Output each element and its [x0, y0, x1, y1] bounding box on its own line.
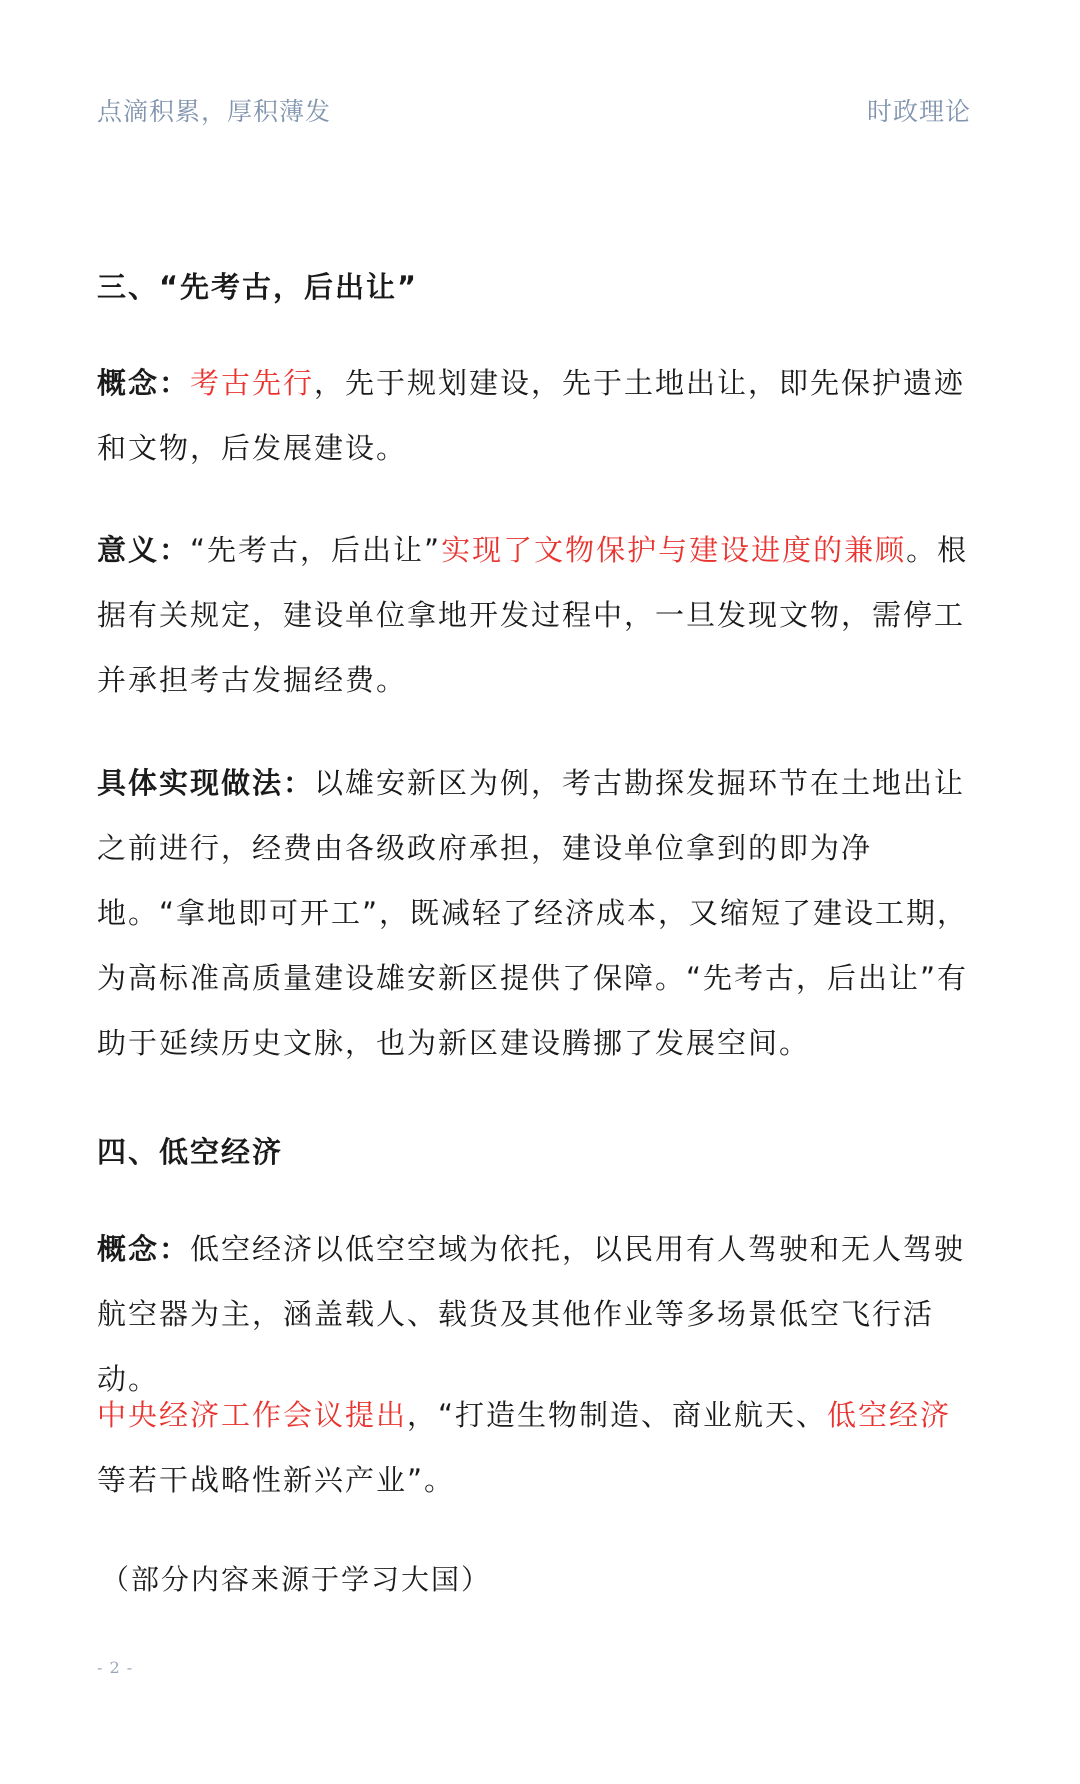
meaning-highlight: 实现了文物保护与建设进度的兼顾	[441, 533, 907, 567]
section-3-title: 三、“先考古，后出让”	[97, 270, 419, 304]
section-3-meaning	[97, 518, 975, 713]
concept-text: ，先于规划建设，先于土地出让，即先保护遗迹和文物，后发展建设。	[97, 366, 966, 465]
meaning-label: 意义：	[97, 533, 191, 567]
concept-text-2: 低空经济以低空空域为依托，以民用有人驾驶和无人驾驶航空器为主，涵盖载人、载货及其他作业等多场景低空飞行活动。	[97, 1232, 966, 1396]
concept-highlight: 考古先行	[190, 366, 315, 400]
page-number: - 2 -	[97, 1658, 134, 1677]
meeting-highlight-2: 低空经济	[827, 1398, 952, 1432]
source-note: （部分内容来源于学习大国）	[101, 1563, 492, 1596]
concept-label-2: 概念：	[97, 1232, 191, 1266]
page-header	[97, 92, 971, 132]
meaning-quote: “先考古，后出让”	[190, 533, 442, 567]
method-text: 以雄安新区为例，考古勘探发掘环节在土地出让之前进行，经费由各级政府承担，建设单位拿到的即为净地。“拿地即可开工”，既减轻了经济成本，又缩短了建设工期，为高标准高质量建设雄安新区提供了保障。“先考古，后出让”有助于延续历史文脉，也为新区建设腾挪了发展空间。	[97, 766, 969, 1060]
concept-label: 概念：	[97, 366, 191, 400]
section-3-method	[97, 751, 975, 1076]
meaning-text: 。根据有关规定，建设单位拿地开发过程中，一旦发现文物，需停工并承担考古发掘经费。	[97, 533, 969, 697]
section-4-meeting	[97, 1383, 975, 1513]
method-label: 具体实现做法：	[97, 766, 315, 800]
section-4-title: 四、低空经济	[97, 1135, 284, 1169]
meeting-text-1: ，“打造生物制造、商业航天、	[407, 1398, 828, 1432]
header-slogan: 点滴积累，厚积薄发	[97, 97, 332, 126]
meeting-text-2: 等若干战略性新兴产业”。	[97, 1463, 456, 1497]
section-3-concept	[97, 351, 975, 481]
meeting-highlight: 中央经济工作会议提出	[97, 1398, 408, 1432]
header-category: 时政理论	[866, 97, 971, 126]
